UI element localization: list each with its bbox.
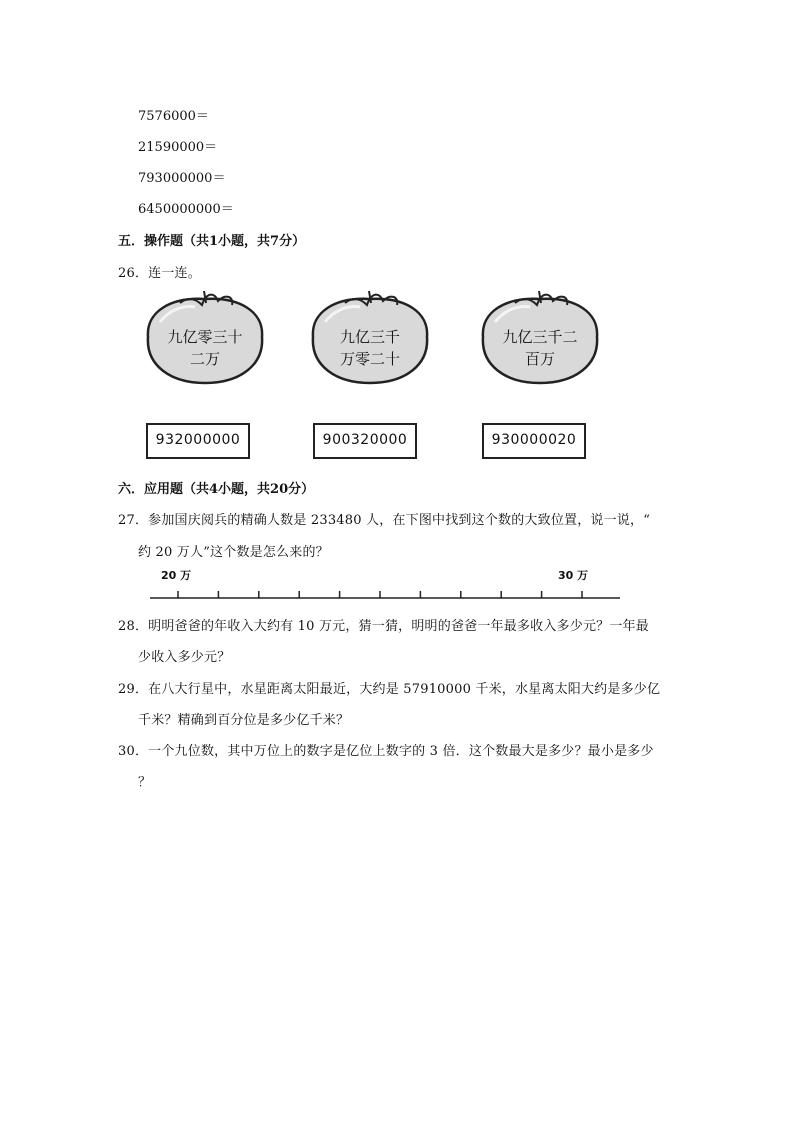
tomato-text-line2: 万零二十 xyxy=(339,350,400,368)
conversion-line: 793000000＝ xyxy=(138,171,226,186)
tomato-card[interactable] xyxy=(305,287,435,387)
number-box[interactable]: 900320000 xyxy=(313,423,417,459)
conversion-line: 6450000000＝ xyxy=(138,202,234,217)
section-6-title: 六．应用题（共4小题，共20分） xyxy=(118,482,315,497)
question-27-line2: 约 20 万人”这个数是怎么来的？ xyxy=(138,545,329,560)
conversion-line: 7576000＝ xyxy=(138,109,209,124)
number-line-right-label: 30 万 xyxy=(558,569,589,582)
number-line xyxy=(150,575,630,615)
question-27-line1: 27．参加国庆阅兵的精确人数是 233480 人，在下图中找到这个数的大致位置，说一说，“ xyxy=(118,513,651,528)
number-line-left-label: 20 万 xyxy=(161,569,192,582)
question-30-line1: 30．一个九位数，其中万位上的数字是亿位上数字的 3 倍．这个数最大是多少？最小是多少 xyxy=(118,744,654,759)
question-26: 26．连一连。 xyxy=(118,266,201,281)
number-box[interactable]: 930000020 xyxy=(482,423,586,459)
number-box[interactable]: 932000000 xyxy=(146,423,250,459)
tomato-card[interactable] xyxy=(475,287,605,387)
tomato-card[interactable] xyxy=(140,287,270,387)
tomato-text-line1: 九亿三千二 xyxy=(502,328,578,346)
question-29-line1: 29．在八大行星中，水星距离太阳最近，大约是 57910000 千米，水星离太阳大约是多少亿 xyxy=(118,682,661,697)
tomato-text-line2: 二万 xyxy=(189,350,220,368)
question-30-line2: ？ xyxy=(138,775,152,790)
question-28-line2: 少收入多少元？ xyxy=(138,650,231,665)
conversion-line: 21590000＝ xyxy=(138,140,218,155)
question-29-line2: 千米？精确到百分位是多少亿千米？ xyxy=(138,713,350,728)
tomato-text-line1: 九亿零三十 xyxy=(167,328,243,346)
question-28-line1: 28．明明爸爸的年收入大约有 10 万元，猜一猜，明明的爸爸一年最多收入多少元？一年最 xyxy=(118,619,649,634)
tomato-text-line1: 九亿三千 xyxy=(339,328,400,346)
tomato-text-line2: 百万 xyxy=(524,350,555,368)
section-5-title: 五．操作题（共1小题，共7分） xyxy=(118,234,306,249)
